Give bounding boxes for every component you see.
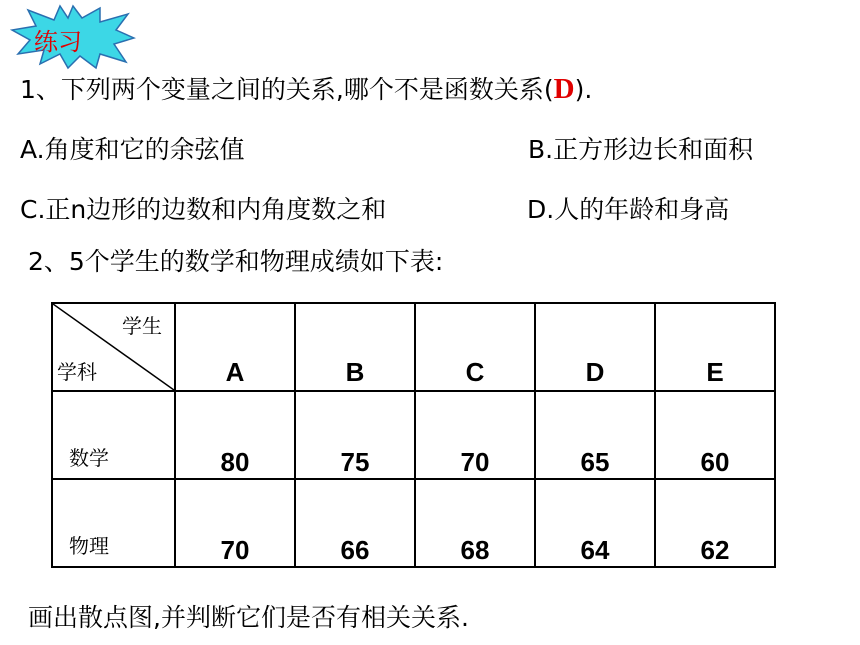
score-cell bbox=[535, 479, 655, 567]
student-label: E bbox=[706, 357, 724, 387]
option-d: D.人的年龄和身高 bbox=[527, 195, 730, 224]
table-header-row bbox=[52, 303, 775, 391]
student-label: C bbox=[465, 357, 485, 387]
student-label: D bbox=[585, 357, 605, 387]
score-value: 66 bbox=[340, 535, 370, 565]
score-cell bbox=[295, 479, 415, 567]
score-value: 70 bbox=[460, 447, 490, 477]
question-1-answer: D bbox=[553, 73, 575, 105]
student-label: A bbox=[225, 357, 245, 387]
corner-cell bbox=[52, 303, 175, 391]
score-value: 62 bbox=[700, 535, 730, 565]
corner-label-students: 学生 bbox=[122, 314, 162, 338]
subject-label: 物理 bbox=[69, 534, 109, 558]
scores-table bbox=[51, 302, 776, 568]
question-2: 2、5个学生的数学和物理成绩如下表: bbox=[28, 247, 444, 276]
table-row-math bbox=[52, 391, 775, 479]
header-cell bbox=[415, 303, 535, 391]
score-cell bbox=[175, 479, 295, 567]
score-cell bbox=[535, 391, 655, 479]
score-value: 64 bbox=[580, 535, 610, 565]
header-cell bbox=[655, 303, 775, 391]
option-b: B.正方形边长和面积 bbox=[528, 135, 754, 164]
score-cell bbox=[655, 391, 775, 479]
subject-cell bbox=[52, 391, 175, 479]
score-cell bbox=[415, 479, 535, 567]
score-value: 70 bbox=[220, 535, 250, 565]
score-cell bbox=[295, 391, 415, 479]
header-cell bbox=[175, 303, 295, 391]
score-value: 80 bbox=[220, 447, 250, 477]
subject-cell bbox=[52, 479, 175, 567]
header-cell bbox=[295, 303, 415, 391]
option-a: A.角度和它的余弦值 bbox=[20, 135, 245, 164]
score-value: 65 bbox=[580, 447, 610, 477]
table-row-physics bbox=[52, 479, 775, 567]
score-value: 60 bbox=[700, 447, 730, 477]
question-1 bbox=[20, 70, 592, 106]
question-1-suffix: ). bbox=[574, 75, 593, 104]
score-value: 68 bbox=[460, 535, 490, 565]
question-1-prefix: 1、下列两个变量之间的关系,哪个不是函数关系( bbox=[20, 75, 554, 104]
corner-label-subjects: 学科 bbox=[57, 360, 97, 384]
score-cell bbox=[655, 479, 775, 567]
subject-label: 数学 bbox=[69, 446, 109, 470]
option-c: C.正n边形的边数和内角度数之和 bbox=[20, 195, 387, 224]
practice-badge-label: 练习 bbox=[34, 28, 82, 56]
instruction-text: 画出散点图,并判断它们是否有相关关系. bbox=[28, 603, 469, 632]
score-value: 75 bbox=[340, 447, 370, 477]
header-cell bbox=[535, 303, 655, 391]
score-cell bbox=[175, 391, 295, 479]
score-cell bbox=[415, 391, 535, 479]
student-label: B bbox=[345, 357, 365, 387]
